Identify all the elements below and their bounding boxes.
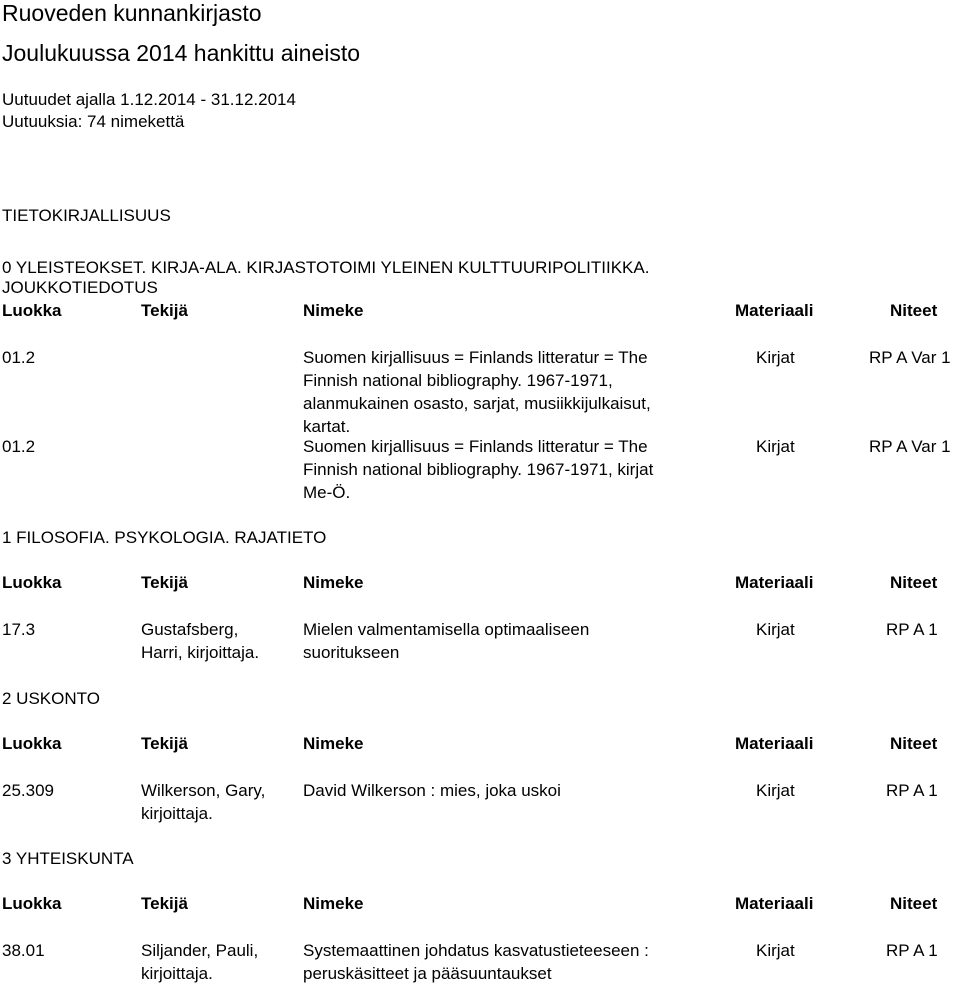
cell-materiaali: Kirjat (756, 620, 795, 639)
header-nimeke: Nimeke (303, 894, 364, 913)
header-nimeke: Nimeke (303, 734, 364, 753)
cell-niteet: RP A 1 (886, 620, 938, 639)
header-luokka: Luokka (2, 301, 62, 320)
header-niteet: Niteet (890, 301, 938, 320)
header-tekija: Tekijä (141, 734, 188, 753)
section-title-line: 2 USKONTO (2, 689, 100, 708)
cell-niteet: RP A Var 1 (869, 437, 951, 456)
cell-materiaali: Kirjat (756, 941, 795, 960)
header-niteet: Niteet (890, 734, 938, 753)
cell-nimeke: David Wilkerson : mies, joka uskoi (303, 781, 561, 800)
header-materiaali: Materiaali (735, 734, 814, 753)
category-heading: TIETOKIRJALLISUUS (2, 206, 171, 225)
header-materiaali: Materiaali (735, 573, 814, 592)
cell-nimeke: Systemaattinen johdatus kasvatustieteeseen : peruskäsitteet ja pääsuuntaukset (303, 941, 649, 983)
cell-materiaali: Kirjat (756, 437, 795, 456)
header-nimeke: Nimeke (303, 573, 364, 592)
section-title-line: 3 YHTEISKUNTA (2, 849, 134, 868)
header-luokka: Luokka (2, 894, 62, 913)
header-niteet: Niteet (890, 894, 938, 913)
header-niteet: Niteet (890, 573, 938, 592)
section-title-line: 0 YLEISTEOKSET. KIRJA-ALA. KIRJASTOTOIMI YLEINEN KULTTUURIPOLITIIKKA. (2, 258, 650, 277)
cell-materiaali: Kirjat (756, 781, 795, 800)
header-tekija: Tekijä (141, 301, 188, 320)
header-materiaali: Materiaali (735, 301, 814, 320)
period-text: Uutuudet ajalla 1.12.2014 - 31.12.2014 (2, 90, 296, 109)
header-luokka: Luokka (2, 734, 62, 753)
cell-niteet: RP A 1 (886, 781, 938, 800)
cell-nimeke: Suomen kirjallisuus = Finlands litteratur = The Finnish national bibliography. 1967-1971, kirjat Me-Ö. (303, 437, 654, 502)
cell-nimeke: Mielen valmentamisella optimaaliseen suoritukseen (303, 620, 590, 662)
report-title: Joulukuussa 2014 hankittu aineisto (2, 40, 361, 66)
cell-tekija: Wilkerson, Gary, kirjoittaja. (141, 781, 266, 823)
cell-tekija: Gustafsberg, Harri, kirjoittaja. (141, 620, 260, 662)
library-name: Ruoveden kunnankirjasto (2, 0, 262, 26)
header-materiaali: Materiaali (735, 894, 814, 913)
header-nimeke: Nimeke (303, 301, 364, 320)
cell-niteet: RP A Var 1 (869, 348, 951, 367)
cell-tekija: Siljander, Pauli, kirjoittaja. (141, 941, 259, 983)
cell-luokka: 38.01 (2, 941, 45, 960)
cell-niteet: RP A 1 (886, 941, 938, 960)
header-luokka: Luokka (2, 573, 62, 592)
cell-luokka: 17.3 (2, 620, 36, 639)
cell-luokka: 01.2 (2, 437, 36, 456)
count-text: Uutuuksia: 74 nimekettä (2, 112, 185, 131)
cell-materiaali: Kirjat (756, 348, 795, 367)
cell-nimeke: Suomen kirjallisuus = Finlands litteratur = The Finnish national bibliography. 1967-1971, alanmukainen osasto, sarjat, musiikkijulkaisut, kartat. (303, 348, 651, 436)
header-tekija: Tekijä (141, 573, 188, 592)
header-tekija: Tekijä (141, 894, 188, 913)
cell-luokka: 25.309 (2, 781, 54, 800)
section-title-line: JOUKKOTIEDOTUS (2, 278, 158, 297)
section-title-line: 1 FILOSOFIA. PSYKOLOGIA. RAJATIETO (2, 528, 327, 547)
cell-luokka: 01.2 (2, 348, 36, 367)
